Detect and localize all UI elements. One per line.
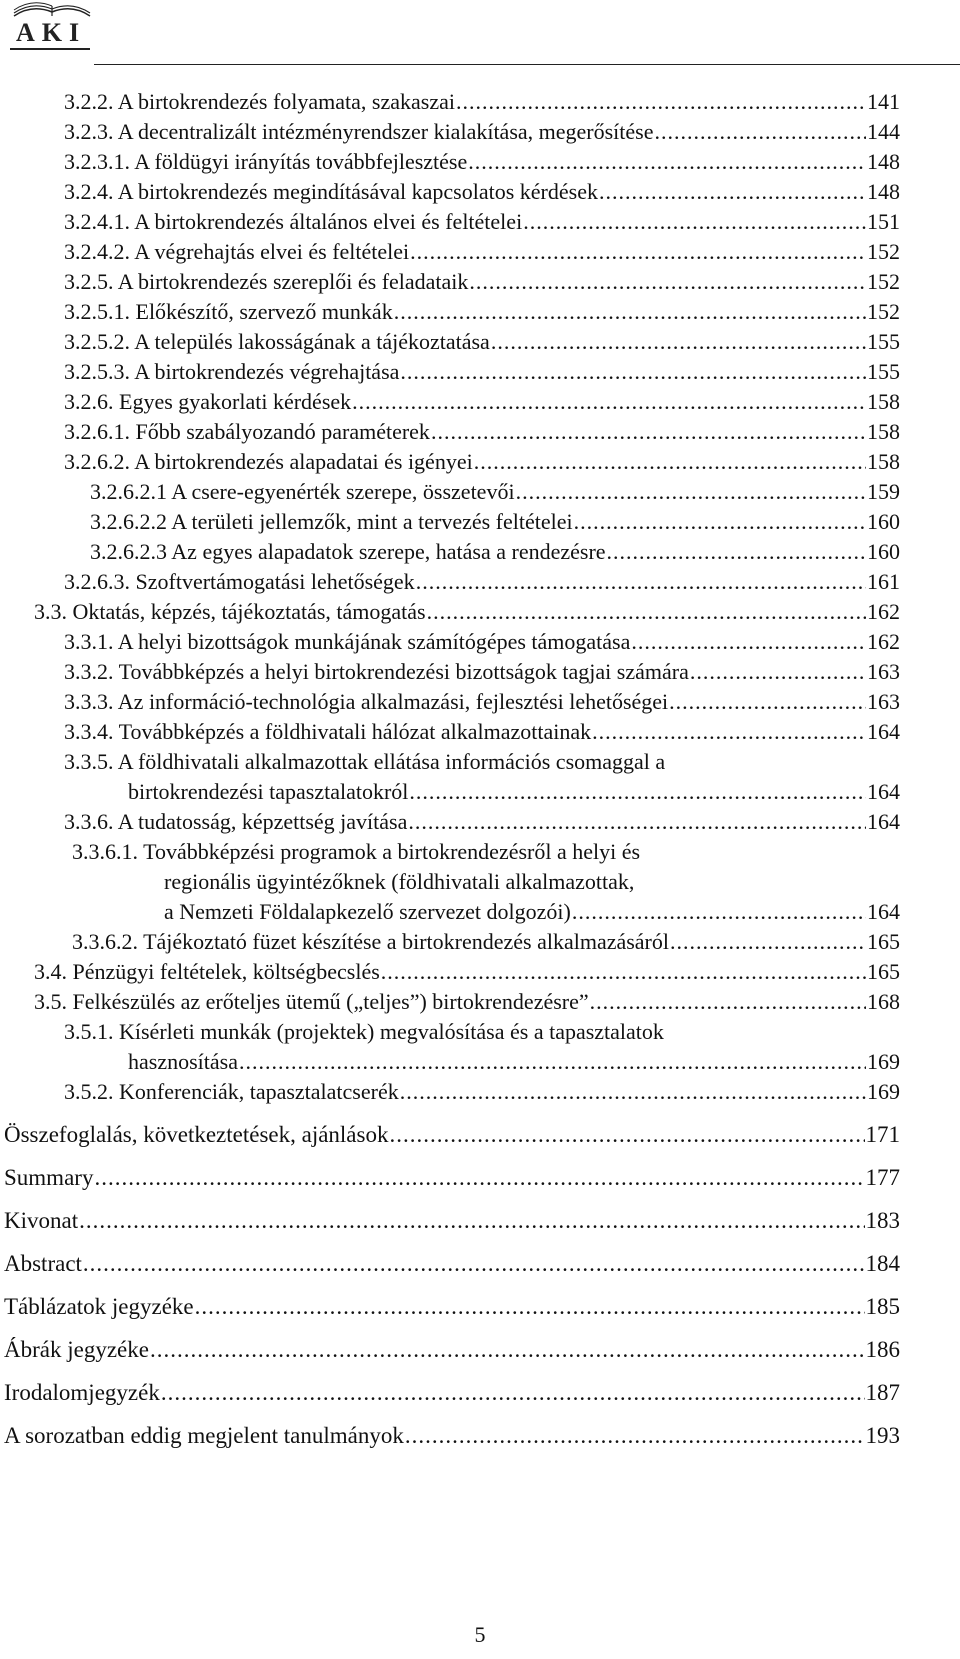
toc-leader-dots bbox=[456, 87, 866, 117]
toc-entry[interactable] bbox=[64, 207, 900, 237]
toc-entry-title: 3.3.4. Továbbképzés a földhivatali hálózat alkalmazottainak bbox=[64, 719, 592, 744]
toc-entry-title-line: 3.5.1. Kísérleti munkák (projektek) megvalósítása és a tapasztalatok bbox=[64, 1019, 664, 1044]
toc-entry-page: 163 bbox=[867, 659, 900, 684]
toc-entry-page: 141 bbox=[867, 89, 900, 114]
toc-entry-page: 193 bbox=[865, 1423, 900, 1448]
toc-entry[interactable] bbox=[64, 297, 900, 327]
toc-leader-dots bbox=[389, 1120, 864, 1150]
toc-entry-title: Táblázatok jegyzéke bbox=[4, 1294, 194, 1319]
toc-entry[interactable] bbox=[34, 957, 900, 987]
toc-entry[interactable] bbox=[64, 807, 900, 837]
toc-entry-page: 165 bbox=[867, 959, 900, 984]
toc-entry-title: 3.2.4.2. A végrehajtás elvei és feltételei bbox=[64, 239, 410, 264]
toc-leader-dots bbox=[468, 147, 866, 177]
toc-entry[interactable] bbox=[72, 837, 900, 927]
toc-entry-page: 148 bbox=[867, 149, 900, 174]
toc-entry-page: 185 bbox=[865, 1294, 900, 1319]
toc-entry[interactable] bbox=[4, 1163, 900, 1193]
toc-entry-title: 3.2.4.1. A birtokrendezés általános elvei és feltételei bbox=[64, 209, 523, 234]
toc-entry-page: 169 bbox=[867, 1079, 900, 1104]
toc-entry[interactable] bbox=[64, 417, 900, 447]
toc-entry-title: 3.2.6. Egyes gyakorlati kérdések bbox=[64, 389, 352, 414]
page-header bbox=[4, 0, 960, 70]
toc-entry[interactable] bbox=[90, 537, 900, 567]
toc-entry[interactable] bbox=[4, 1421, 900, 1451]
toc-entry-page: 158 bbox=[867, 449, 900, 474]
toc-leader-dots bbox=[394, 297, 866, 327]
toc-entry-page: 144 bbox=[867, 119, 900, 144]
toc-entry[interactable] bbox=[72, 927, 900, 957]
toc-entry-title: 3.2.3. A decentralizált intézményrendszer kialakítása, megerősítése bbox=[64, 119, 654, 144]
toc-entry[interactable] bbox=[64, 387, 900, 417]
toc-leader-dots bbox=[474, 447, 866, 477]
toc-leader-dots bbox=[94, 1163, 864, 1193]
toc-entry-page: 187 bbox=[865, 1380, 900, 1405]
toc-entry[interactable] bbox=[34, 597, 900, 627]
toc-entry-page: 169 bbox=[867, 1049, 900, 1074]
toc-entry-page: 164 bbox=[867, 719, 900, 744]
toc-entry-page: 148 bbox=[867, 179, 900, 204]
toc-entry-page: 155 bbox=[867, 359, 900, 384]
toc-entry-title: 3.2.6.2.2 A területi jellemzők, mint a tervezés feltételei bbox=[90, 509, 573, 534]
toc-leader-dots bbox=[83, 1249, 865, 1279]
toc-entry-page: 177 bbox=[865, 1165, 900, 1190]
toc-leader-dots bbox=[607, 537, 866, 567]
toc-leader-dots bbox=[592, 717, 866, 747]
toc-entry-title: 3.2.5.2. A település lakosságának a tájékoztatása bbox=[64, 329, 490, 354]
page-number: 5 bbox=[474, 1622, 486, 1647]
toc-entry[interactable] bbox=[64, 1077, 900, 1107]
toc-entry-title: 3.2.5.1. Előkészítő, szervező munkák bbox=[64, 299, 393, 324]
toc-entry-title: Irodalomjegyzék bbox=[4, 1380, 160, 1405]
toc-entry-page: 164 bbox=[867, 899, 900, 924]
toc-entry-page: 155 bbox=[867, 329, 900, 354]
toc-entry[interactable] bbox=[90, 507, 900, 537]
toc-entry-title: 3.5. Felkészülés az erőteljes ütemű („teljes”) birtokrendezésre” bbox=[34, 989, 589, 1014]
toc-entry-page: 158 bbox=[867, 419, 900, 444]
toc-leader-dots bbox=[352, 387, 866, 417]
toc-entry-title-line: a Nemzeti Földalapkezelő szervezet dolgozói) bbox=[164, 899, 571, 924]
toc-entry[interactable] bbox=[4, 1378, 900, 1408]
toc-entry-page: 152 bbox=[867, 299, 900, 324]
toc-entry-title: A sorozatban eddig megjelent tanulmányok bbox=[4, 1423, 404, 1448]
toc-entry-title: Ábrák jegyzéke bbox=[4, 1337, 149, 1362]
toc-entry-page: 163 bbox=[867, 689, 900, 714]
toc-leader-dots bbox=[670, 927, 866, 957]
toc-entry[interactable] bbox=[64, 627, 900, 657]
toc-entry-title: 3.2.3.1. A földügyi irányítás továbbfejlesztése bbox=[64, 149, 468, 174]
toc-leader-dots bbox=[655, 117, 867, 147]
toc-entry-title: 3.3.6. A tudatosság, képzettség javítása bbox=[64, 809, 408, 834]
toc-leader-dots bbox=[408, 807, 866, 837]
toc-entry[interactable] bbox=[64, 87, 900, 117]
toc-leader-dots bbox=[409, 777, 866, 807]
header-rule bbox=[94, 64, 960, 65]
toc-entry-title: 3.2.2. A birtokrendezés folyamata, szakaszai bbox=[64, 89, 455, 114]
toc-entry[interactable] bbox=[64, 447, 900, 477]
toc-entry-page: 162 bbox=[867, 599, 900, 624]
toc-entry-page: 159 bbox=[867, 479, 900, 504]
toc-leader-dots bbox=[239, 1047, 866, 1077]
toc-entry-title: Summary bbox=[4, 1165, 94, 1190]
aki-logo bbox=[4, 0, 94, 66]
toc-entry[interactable] bbox=[64, 747, 900, 807]
toc-leader-dots bbox=[631, 627, 866, 657]
toc-entry-title: 3.3.6.2. Tájékoztató füzet készítése a birtokrendezés alkalmazásáról bbox=[72, 929, 669, 954]
toc-entry[interactable] bbox=[64, 357, 900, 387]
toc-entry-title: 3.2.5.3. A birtokrendezés végrehajtása bbox=[64, 359, 400, 384]
toc-leader-dots bbox=[469, 267, 866, 297]
toc-leader-dots bbox=[400, 1077, 866, 1107]
toc-entry[interactable] bbox=[34, 987, 900, 1017]
toc-entry[interactable] bbox=[4, 1249, 900, 1279]
toc-entry-title: 3.2.6.1. Főbb szabályozandó paraméterek bbox=[64, 419, 430, 444]
toc-entry[interactable] bbox=[90, 477, 900, 507]
toc-entry[interactable] bbox=[64, 687, 900, 717]
toc-entry-page: 162 bbox=[867, 629, 900, 654]
toc-leader-dots bbox=[574, 507, 866, 537]
toc-entry-page: 152 bbox=[867, 239, 900, 264]
toc-entry-page: 160 bbox=[867, 509, 900, 534]
toc-entry-page: 161 bbox=[867, 569, 900, 594]
logo-underline bbox=[10, 48, 90, 50]
toc-leader-dots bbox=[381, 957, 866, 987]
toc-entry-page: 168 bbox=[867, 989, 900, 1014]
toc-leader-dots bbox=[599, 177, 866, 207]
toc-entry[interactable] bbox=[64, 117, 900, 147]
toc-entry-title: 3.2.5. A birtokrendezés szereplői és feladataik bbox=[64, 269, 469, 294]
toc-entry-title-line: regionális ügyintézőknek (földhivatali alkalmazottak, bbox=[164, 869, 635, 894]
toc-leader-dots bbox=[79, 1206, 864, 1236]
toc-leader-dots bbox=[410, 237, 866, 267]
toc-entry-page: 152 bbox=[867, 269, 900, 294]
toc-leader-dots bbox=[405, 1421, 865, 1451]
toc-leader-dots bbox=[516, 477, 866, 507]
toc-entry[interactable] bbox=[4, 1335, 900, 1365]
toc-entry-title: Kivonat bbox=[4, 1208, 79, 1233]
toc-entry-title: 3.2.4. A birtokrendezés megindításával kapcsolatos kérdések bbox=[64, 179, 598, 204]
toc-entry-page: 183 bbox=[865, 1208, 900, 1233]
toc-leader-dots bbox=[669, 687, 866, 717]
toc-leader-dots bbox=[590, 987, 866, 1017]
toc-leader-dots bbox=[416, 567, 866, 597]
toc-entry-title: 3.2.6.2.3 Az egyes alapadatok szerepe, hatása a rendezésre bbox=[90, 539, 606, 564]
toc-entry-page: 171 bbox=[865, 1122, 900, 1147]
toc-entry[interactable] bbox=[64, 267, 900, 297]
toc-entry-page: 186 bbox=[865, 1337, 900, 1362]
toc-leader-dots bbox=[195, 1292, 865, 1322]
toc-leader-dots bbox=[427, 597, 866, 627]
toc-entry[interactable] bbox=[64, 147, 900, 177]
toc-leader-dots bbox=[431, 417, 866, 447]
toc-entry[interactable] bbox=[4, 1206, 900, 1236]
toc-entry[interactable] bbox=[64, 717, 900, 747]
toc-entry-title-line: hasznosítása bbox=[128, 1049, 238, 1074]
toc-leader-dots bbox=[491, 327, 866, 357]
toc-entry-title: 3.2.6.3. Szoftvertámogatási lehetőségek bbox=[64, 569, 415, 594]
toc-entry-title: 3.3.2. Továbbképzés a helyi birtokrendezési bizottságok tagjai számára bbox=[64, 659, 689, 684]
toc-leader-dots bbox=[523, 207, 866, 237]
toc-entry-page: 151 bbox=[867, 209, 900, 234]
toc-entry-title: Összefoglalás, következtetések, ajánlások bbox=[4, 1122, 389, 1147]
toc-entry[interactable] bbox=[64, 327, 900, 357]
toc-entry[interactable] bbox=[64, 1017, 900, 1077]
toc-entry[interactable] bbox=[64, 177, 900, 207]
toc-entry-title-line: 3.3.5. A földhivatali alkalmazottak ellátása információs csomaggal a bbox=[64, 749, 666, 774]
toc-entry-title: Abstract bbox=[4, 1251, 82, 1276]
toc-entry-title: 3.2.6.2. A birtokrendezés alapadatai és igényei bbox=[64, 449, 473, 474]
toc-entry-page: 160 bbox=[867, 539, 900, 564]
toc-entry-page: 158 bbox=[867, 389, 900, 414]
toc-entry-page: 164 bbox=[867, 809, 900, 834]
toc-leader-dots bbox=[400, 357, 866, 387]
toc-entry[interactable] bbox=[64, 657, 900, 687]
toc-entry[interactable] bbox=[4, 1292, 900, 1322]
toc-entry-title: 3.3. Oktatás, képzés, tájékoztatás, támogatás bbox=[34, 599, 426, 624]
toc-entry-page: 164 bbox=[867, 779, 900, 804]
toc-entry-title: 3.2.6.2.1 A csere-egyenérték szerepe, összetevői bbox=[90, 479, 515, 504]
toc-entry[interactable] bbox=[64, 567, 900, 597]
toc-entry-title: 3.5.2. Konferenciák, tapasztalatcserék bbox=[64, 1079, 399, 1104]
toc-entry[interactable] bbox=[64, 237, 900, 267]
toc-leader-dots bbox=[150, 1335, 865, 1365]
toc-entry-page: 184 bbox=[865, 1251, 900, 1276]
toc-entry-title: 3.4. Pénzügyi feltételek, költségbecslés bbox=[34, 959, 380, 984]
toc-entry-page: 165 bbox=[867, 929, 900, 954]
toc-entry-title: 3.3.1. A helyi bizottságok munkájának számítógépes támogatása bbox=[64, 629, 631, 654]
toc-entry-title-line: 3.3.6.1. Továbbképzési programok a birtokrendezésről a helyi és bbox=[72, 839, 641, 864]
logo-text: AKI bbox=[16, 18, 87, 47]
toc-leader-dots bbox=[161, 1378, 865, 1408]
toc-entry[interactable] bbox=[4, 1120, 900, 1150]
toc-leader-dots bbox=[572, 897, 866, 927]
toc-entry-title-line: birtokrendezési tapasztalatokról bbox=[128, 779, 409, 804]
toc-entry-title: 3.3.3. Az információ-technológia alkalmazási, fejlesztési lehetőségei bbox=[64, 689, 669, 714]
toc-leader-dots bbox=[690, 657, 866, 687]
